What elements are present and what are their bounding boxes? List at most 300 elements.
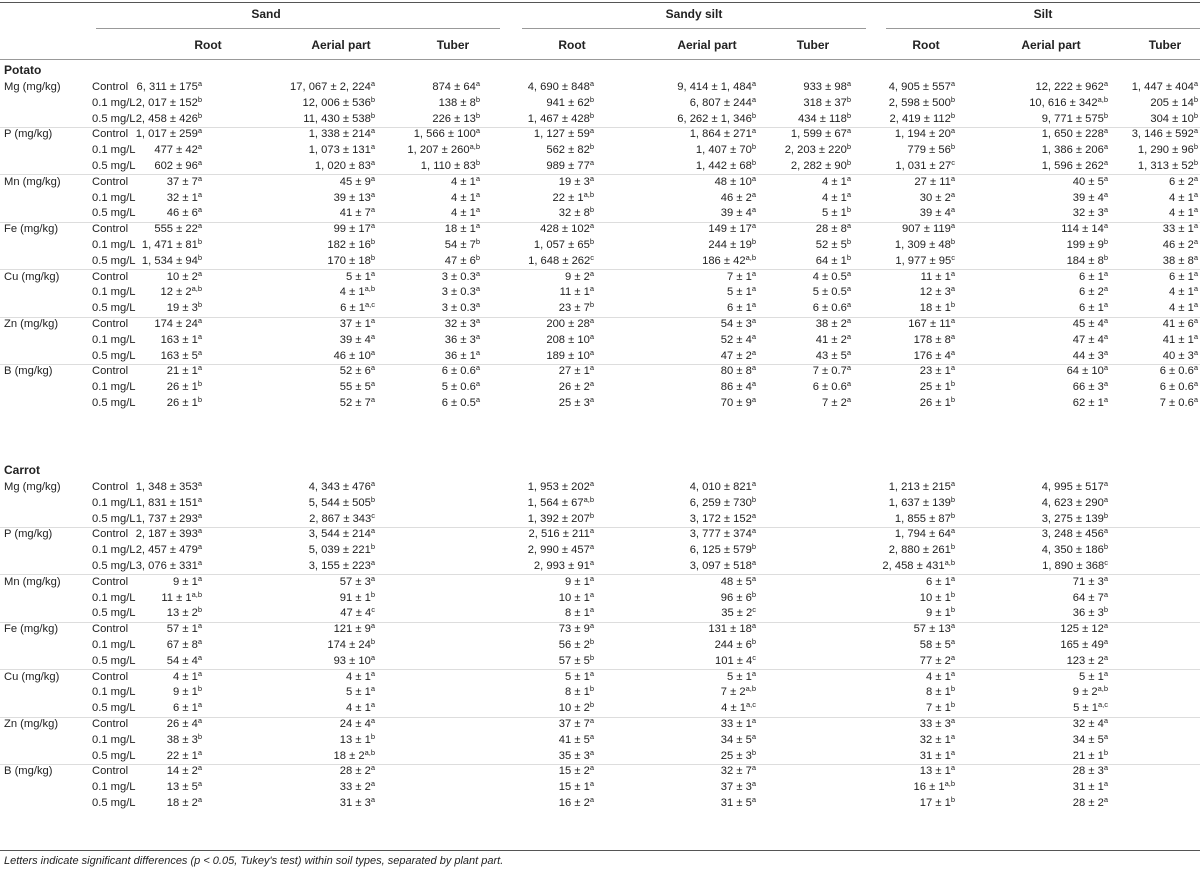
value-text: 13 ± 1 (919, 765, 951, 778)
value-text: 38 ± 3 (166, 733, 198, 746)
value-text: 41 ± 6 (1162, 318, 1194, 330)
value-text: 57 ± 5 (558, 654, 590, 667)
value-text: 941 ± 62 (546, 96, 590, 109)
significance-letter: a (475, 395, 480, 404)
value-text: 199 ± 9 (1066, 239, 1104, 251)
significance-letter: b (370, 237, 375, 246)
significance-letter: a (751, 347, 756, 357)
significance-letter: a (589, 526, 594, 536)
value-text: 15 ± 1 (558, 781, 590, 794)
value-text: 1, 207 ± 260 (407, 144, 470, 157)
sand-underline (96, 28, 500, 29)
significance-letter: c (951, 158, 955, 167)
value-cell (586, 605, 756, 621)
value-cell (1028, 221, 1198, 237)
significance-letter: a (950, 126, 955, 136)
value-cell (205, 795, 375, 811)
value-cell (32, 95, 202, 111)
treatment-label: Control (92, 765, 129, 778)
value-cell (205, 621, 375, 637)
significance-letter: b (475, 158, 480, 167)
value-cell (583, 494, 756, 511)
significance-letter: a (1193, 316, 1198, 325)
value-text: 2, 017 ± 152 (135, 96, 198, 109)
value-cell (424, 111, 594, 127)
value-text: 1, 648 ± 262 (528, 254, 591, 267)
significance-letter: a (1103, 126, 1108, 136)
value-text: 37 ± 1 (339, 318, 371, 330)
significance-letter: b (1193, 158, 1198, 167)
value-text: 7 ± 0.7 (812, 365, 847, 378)
value-text: 40 ± 5 (1072, 175, 1104, 188)
value-text: 1, 599 ± 67 (790, 128, 847, 141)
significance-letter: b (370, 494, 375, 504)
significance-letter: a (751, 94, 756, 104)
value-cell (205, 653, 375, 669)
significance-letter: b (950, 684, 955, 694)
value-cell (586, 779, 756, 795)
value-text: 18 ± 2 (333, 749, 365, 762)
significance-letter: c (1104, 558, 1108, 567)
value-cell (785, 205, 955, 221)
part-header-root: Root (194, 38, 222, 52)
value-text: 43 ± 5 (815, 349, 847, 362)
value-cell (586, 542, 756, 558)
significance-letter: b (1103, 110, 1108, 120)
value-text: 31 ± 1 (919, 749, 951, 762)
significance-letter: a (1193, 347, 1198, 357)
treatment-label: Control (92, 223, 129, 236)
significance-letter: a (589, 284, 594, 294)
value-text: 77 ± 2 (919, 654, 951, 667)
significance-letter: a (751, 221, 756, 231)
value-text: 21 ± 1 (166, 365, 198, 378)
value-cell (32, 205, 202, 221)
significance-letter: a (751, 573, 756, 583)
value-cell (1028, 253, 1198, 269)
value-text: 7 ± 0.6 (1159, 397, 1194, 409)
value-cell (785, 479, 955, 495)
value-text: 73 ± 9 (558, 623, 590, 636)
significance-letter: b (370, 94, 375, 104)
significance-letter: a (370, 79, 375, 88)
value-text: 4 ± 1 (173, 670, 198, 683)
value-cell (785, 221, 955, 237)
significance-letter: b (589, 637, 594, 646)
value-text: 1, 794 ± 64 (894, 528, 951, 541)
significance-letter: b (1193, 110, 1198, 120)
value-cell (32, 379, 202, 395)
value-text: 244 ± 19 (708, 239, 752, 251)
significance-letter: a (751, 558, 756, 567)
significance-letter: b (1103, 542, 1108, 552)
value-text: 21 ± 1 (1072, 749, 1104, 762)
value-text: 9 ± 1 (173, 575, 198, 588)
significance-letter: a,b (745, 684, 756, 694)
value-cell (32, 748, 202, 764)
value-text: 226 ± 13 (432, 112, 476, 125)
value-text: 9, 771 ± 575 (1041, 112, 1104, 125)
value-cell (32, 526, 202, 542)
value-cell (1028, 332, 1198, 348)
section-name: Carrot (4, 463, 41, 477)
value-cell (205, 590, 375, 606)
value-text: 9, 414 ± 1, 484 (677, 81, 752, 93)
significance-letter: a (370, 316, 375, 325)
value-text: 56 ± 2 (558, 639, 590, 651)
treatment-label: 0.5 mg/L (92, 512, 136, 525)
value-text: 1, 637 ± 139 (888, 496, 951, 509)
value-text: 25 ± 3 (720, 749, 752, 762)
value-text: 149 ± 17 (708, 223, 752, 236)
value-text: 208 ± 10 (546, 333, 590, 346)
value-cell (785, 158, 955, 174)
value-cell (785, 732, 955, 748)
value-text: 2, 187 ± 393 (135, 528, 198, 541)
significance-letter: a (1193, 284, 1198, 294)
significance-letter: a (1103, 526, 1108, 536)
significance-letter: a,b (364, 747, 375, 757)
value-text: 4 ± 1 (346, 702, 371, 715)
value-text: 1, 447 ± 404 (1131, 81, 1194, 93)
value-text: 48 ± 5 (720, 575, 752, 588)
value-text: 138 ± 8 (438, 96, 476, 109)
significance-letter: a (751, 779, 756, 789)
value-text: 18 ± 1 (919, 302, 951, 315)
value-cell (938, 795, 1108, 811)
significance-letter: b (589, 510, 594, 520)
significance-letter: b (950, 379, 955, 389)
value-text: 4 ± 1 (926, 670, 951, 683)
element-label: Cu (mg/kg) (4, 270, 60, 283)
part-header-aerial: Aerial part (311, 38, 371, 52)
significance-letter: a (197, 331, 202, 341)
value-cell (424, 95, 594, 111)
value-text: 1, 442 ± 68 (695, 160, 752, 172)
value-cell (424, 795, 594, 811)
silt-underline (886, 28, 1200, 29)
value-text: 1, 031 ± 27 (895, 160, 952, 172)
significance-letter: a (1103, 795, 1108, 804)
value-cell (424, 511, 594, 527)
value-cell (586, 732, 756, 748)
value-text: 93 ± 10 (333, 654, 371, 667)
value-cell (205, 732, 375, 748)
value-text: 64 ± 10 (1066, 365, 1104, 378)
value-text: 6, 262 ± 1, 346 (677, 112, 752, 125)
value-text: 1, 020 ± 83 (314, 160, 371, 172)
value-text: 6 ± 1 (1169, 270, 1194, 283)
significance-letter: a (1103, 573, 1108, 583)
value-text: 33 ± 1 (720, 718, 752, 730)
part-header-tuber: Tuber (436, 38, 470, 52)
significance-letter: b (589, 110, 594, 120)
treatment-label: 0.1 mg/L (92, 686, 136, 699)
significance-letter: a (751, 621, 756, 631)
value-cell (938, 669, 1108, 685)
significance-letter: a,b (583, 189, 594, 199)
value-cell (586, 637, 756, 653)
significance-letter: a (197, 316, 202, 325)
treatment-label: Control (92, 81, 129, 93)
significance-letter: a (751, 268, 756, 278)
significance-letter: a (370, 126, 375, 136)
value-cell (32, 558, 202, 574)
value-text: 1, 471 ± 81 (141, 239, 198, 251)
value-text: 36 ± 3 (444, 333, 476, 346)
value-text: 9 ± 1 (926, 607, 951, 620)
value-text: 45 ± 4 (1072, 318, 1104, 330)
value-text: 46 ± 2 (720, 191, 752, 204)
significance-letter: a (1193, 126, 1198, 136)
significance-letter: b (589, 300, 594, 310)
value-cell (424, 732, 594, 748)
significance-letter: a (475, 316, 480, 325)
value-text: 6, 807 ± 244 (689, 96, 752, 109)
significance-letter: a (1103, 731, 1108, 741)
value-text: 37 ± 3 (720, 781, 752, 794)
significance-letter: a (751, 126, 756, 136)
significance-letter: a (589, 221, 594, 231)
value-cell (785, 748, 955, 764)
value-cell (32, 495, 202, 511)
value-cell (32, 763, 202, 779)
value-text: 5 ± 1 (346, 270, 371, 283)
value-text: 57 ± 13 (913, 623, 951, 636)
value-text: 19 ± 3 (558, 175, 590, 188)
value-text: 10 ± 1 (558, 591, 590, 604)
significance-letter: a (1103, 668, 1108, 678)
significance-letter: b (197, 252, 202, 262)
value-cell (1028, 300, 1198, 316)
significance-letter: b (370, 731, 375, 741)
value-text: 58 ± 5 (919, 639, 951, 651)
element-label: B (mg/kg) (4, 365, 53, 378)
treatment-label: 0.5 mg/L (92, 702, 136, 715)
significance-letter: a (197, 205, 202, 215)
value-cell (586, 479, 756, 495)
significance-letter: b (1103, 605, 1108, 615)
value-text: 1, 290 ± 96 (1137, 144, 1194, 157)
value-cell (32, 332, 202, 348)
significance-letter: b (197, 237, 202, 246)
value-cell (424, 621, 594, 637)
treatment-label: 0.5 mg/L (92, 607, 136, 620)
value-cell (205, 637, 375, 653)
significance-letter: a (1193, 268, 1198, 278)
significance-letter: a (846, 221, 851, 231)
value-text: 178 ± 8 (913, 333, 951, 346)
value-cell (205, 526, 375, 542)
significance-letter: b (589, 142, 594, 152)
significance-letter: a (197, 79, 202, 88)
value-cell (424, 684, 594, 700)
significance-letter: a (197, 526, 202, 536)
value-cell (32, 684, 202, 700)
significance-letter: b (950, 94, 955, 104)
significance-letter: b (589, 652, 594, 662)
value-cell (32, 126, 202, 142)
significance-letter: a (751, 795, 756, 804)
value-cell (1028, 205, 1198, 221)
treatment-label: 0.1 mg/L (92, 144, 136, 157)
value-cell (785, 142, 955, 158)
value-text: 1, 467 ± 428 (527, 112, 590, 125)
value-cell (938, 732, 1108, 748)
value-text: 67 ± 8 (166, 639, 198, 651)
value-text: 1, 864 ± 271 (689, 128, 752, 141)
treatment-label: 0.1 mg/L (92, 591, 136, 604)
significance-letter: a (1193, 331, 1198, 341)
significance-letter: b (589, 700, 594, 710)
value-cell (938, 763, 1108, 779)
treatment-label: 0.1 mg/L (92, 496, 136, 509)
significance-letter: b (950, 542, 955, 552)
top-rule (0, 2, 1200, 3)
treatment-label: Control (92, 270, 129, 283)
value-cell (424, 763, 594, 779)
value-text: 39 ± 4 (919, 207, 951, 220)
significance-letter: b (950, 142, 955, 152)
value-cell (586, 653, 756, 669)
significance-letter: b (846, 94, 851, 104)
value-text: 11 ± 1 (920, 270, 951, 283)
value-cell (32, 511, 202, 527)
significance-letter: a (751, 510, 756, 520)
value-text: 46 ± 6 (166, 207, 198, 220)
significance-letter: a (950, 221, 955, 231)
value-cell (424, 653, 594, 669)
value-cell (424, 479, 594, 495)
significance-letter: a (1103, 331, 1108, 341)
significance-letter: a (370, 621, 375, 631)
value-cell (1028, 79, 1198, 95)
significance-letter: a (1103, 494, 1108, 504)
value-cell (785, 700, 955, 716)
significance-letter: a (751, 331, 756, 341)
value-cell (938, 637, 1108, 653)
significance-letter: a (370, 205, 375, 215)
significance-letter: b (846, 205, 851, 215)
value-cell (424, 237, 594, 253)
value-text: 13 ± 5 (166, 781, 198, 794)
significance-letter: a (1193, 79, 1198, 88)
significance-letter: a (589, 621, 594, 631)
value-text: 5, 544 ± 505 (308, 496, 371, 509)
value-text: 32 ± 4 (1072, 718, 1104, 730)
significance-letter: c (752, 652, 756, 662)
value-cell (32, 700, 202, 716)
significance-letter: a (1193, 395, 1198, 404)
value-cell (424, 190, 594, 206)
treatment-label: 0.1 mg/L (92, 286, 136, 299)
value-cell (785, 637, 955, 653)
value-text: 32 ± 1 (919, 733, 951, 746)
value-text: 34 ± 5 (720, 733, 752, 746)
value-cell (586, 558, 756, 574)
value-cell (785, 684, 955, 700)
significance-letter: a (370, 668, 375, 678)
value-text: 165 ± 49 (1060, 639, 1104, 651)
value-cell (785, 763, 955, 779)
significance-letter: a (197, 347, 202, 357)
significance-letter: a (950, 573, 955, 583)
value-text: 4, 343 ± 476 (308, 481, 371, 493)
significance-letter: a (751, 205, 756, 215)
significance-letter: b (1193, 142, 1198, 152)
significance-letter: b (197, 684, 202, 694)
significance-letter: a (1103, 379, 1108, 389)
value-cell (205, 605, 375, 621)
section-name: Potato (4, 63, 42, 77)
value-text: 4 ± 1 (451, 207, 476, 220)
significance-letter: a (197, 158, 202, 167)
significance-letter: b (370, 110, 375, 120)
value-cell (586, 669, 756, 685)
significance-letter: a (1103, 268, 1108, 278)
significance-letter: a (950, 716, 955, 725)
value-text: 7 ± 2 (720, 686, 746, 699)
significance-letter: a (475, 189, 480, 199)
significance-letter: a (197, 621, 202, 631)
value-text: 1, 534 ± 94 (141, 254, 198, 267)
significance-letter: a (1193, 205, 1198, 215)
part-header-root: Root (912, 38, 940, 52)
treatment-label: 0.5 mg/L (92, 207, 136, 220)
significance-letter: b (950, 605, 955, 615)
value-text: 1, 348 ± 353 (135, 481, 198, 493)
value-text: 1, 127 ± 59 (533, 128, 590, 141)
value-text: 4 ± 1 (1169, 191, 1194, 204)
value-text: 18 ± 1 (444, 223, 476, 236)
value-text: 123 ± 2 (1066, 654, 1104, 667)
sandy-silt-underline (522, 28, 866, 29)
value-text: 39 ± 4 (720, 207, 752, 220)
value-cell (424, 363, 594, 379)
value-text: 6 ± 2 (1169, 175, 1194, 188)
significance-letter: a (751, 379, 756, 389)
value-text: 5 ± 1 (1079, 670, 1104, 683)
significance-letter: b (1103, 252, 1108, 262)
value-cell (586, 684, 756, 700)
significance-letter: b (950, 237, 955, 246)
value-cell (32, 605, 202, 621)
value-text: 32 ± 1 (166, 191, 198, 204)
value-cell (586, 763, 756, 779)
significance-letter: b (370, 637, 375, 646)
significance-letter: a (1103, 205, 1108, 215)
value-text: 1, 564 ± 67 (527, 496, 584, 509)
value-cell (205, 542, 375, 558)
value-cell (785, 542, 955, 558)
significance-letter: a (1193, 363, 1198, 373)
treatment-label: Control (92, 528, 129, 541)
value-text: 4 ± 1 (1169, 207, 1194, 220)
significance-letter: a (475, 79, 480, 88)
value-text: 8 ± 1 (926, 686, 951, 699)
value-cell (785, 526, 955, 542)
significance-letter: a (846, 173, 851, 183)
value-text: 4 ± 1 (822, 191, 847, 204)
significance-letter: a (751, 363, 756, 373)
significance-letter: a (1103, 479, 1108, 488)
significance-letter: a (370, 795, 375, 804)
significance-letter: c (951, 252, 955, 262)
significance-letter: a (950, 637, 955, 646)
significance-letter: a (950, 621, 955, 631)
value-text: 5 ± 0.6 (441, 381, 476, 394)
significance-letter: a (370, 779, 375, 789)
